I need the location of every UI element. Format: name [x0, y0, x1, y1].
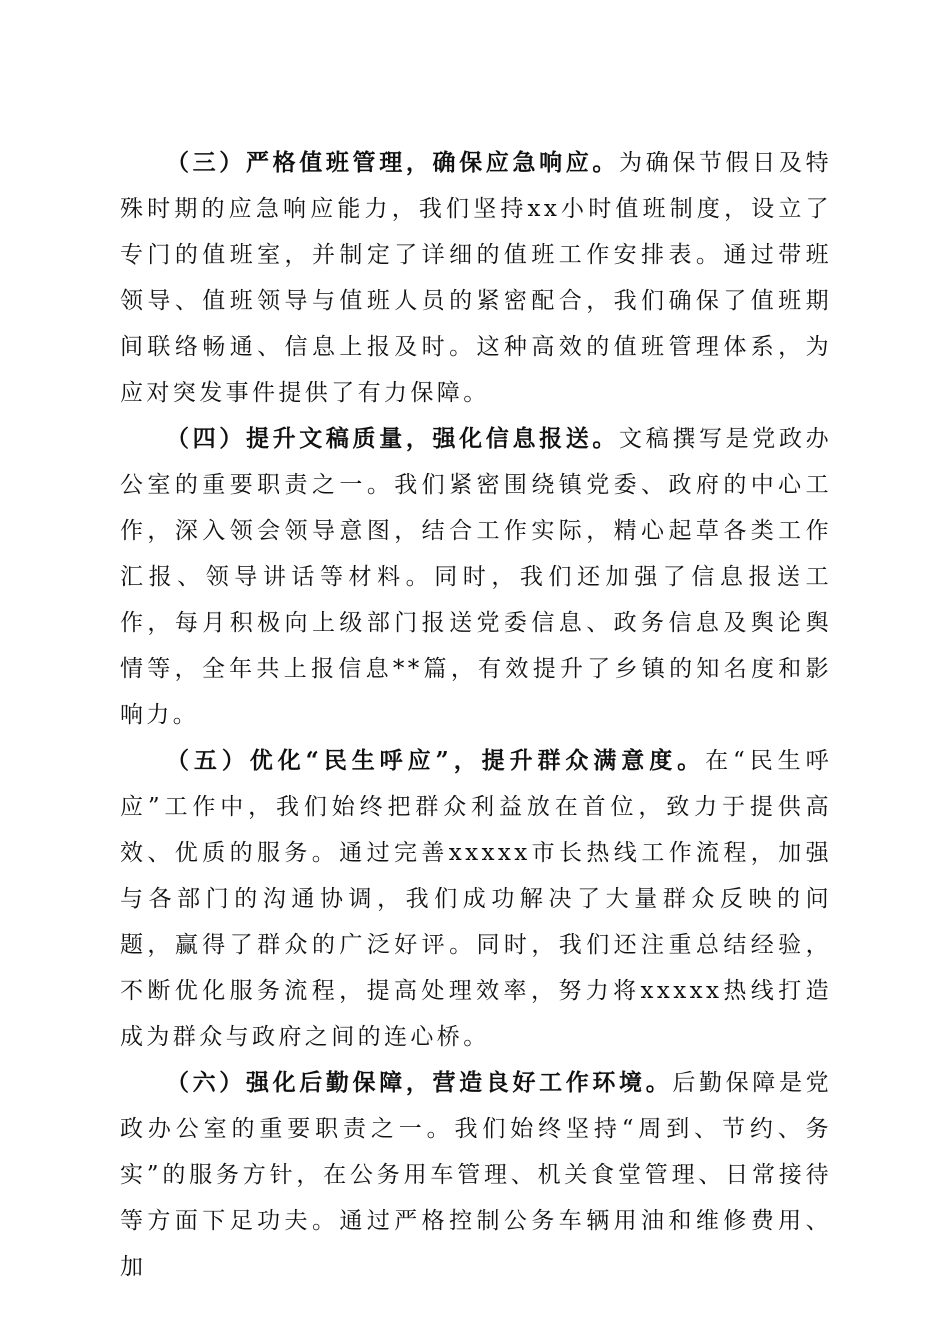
section-body: 后勤保障是党政办公室的重要职责之一。我们始终坚持“周到、节约、务实”的服务方针，在公务用车管理、机关食堂管理、日常接待等方面下足功夫。通过严格控制公务车辆用油和维修费用、加 [120, 1070, 832, 1280]
section-three [120, 140, 832, 416]
section-heading: （六）强化后勤保障，营造良好工作环境。 [166, 1069, 673, 1096]
section-heading: （三）严格值班管理，确保应急响应。 [166, 149, 620, 176]
section-six [120, 1060, 832, 1290]
section-body: 为确保节假日及特殊时期的应急响应能力，我们坚持xx小时值班制度，设立了专门的值班室，并制定了详细的值班工作安排表。通过带班领导、值班领导与值班人员的紧密配合，我们确保了值班期间联络畅通、信息上报及时。这种高效的值班管理体系，为应对突发事件提供了有力保障。 [120, 150, 832, 406]
section-heading: （四）提升文稿质量，强化信息报送。 [166, 425, 620, 452]
section-four [120, 416, 832, 738]
section-five [120, 738, 832, 1060]
section-body: 文稿撰写是党政办公室的重要职责之一。我们紧密围绕镇党委、政府的中心工作，深入领会领导意图，结合工作实际，精心起草各类工作汇报、领导讲话等材料。同时，我们还加强了信息报送工作，每月积极向上级部门报送党委信息、政务信息及舆论舆情等，全年共上报信息**篇，有效提升了乡镇的知名度和影响力。 [120, 426, 832, 728]
section-body: 在“民生呼应”工作中，我们始终把群众利益放在首位，致力于提供高效、优质的服务。通过完善xxxxx市长热线工作流程，加强与各部门的沟通协调，我们成功解决了大量群众反映的问题，赢得了群众的广泛好评。同时，我们还注重总结经验，不断优化服务流程，提高处理效率，努力将xxxxx热线打造成为群众与政府之间的连心桥。 [120, 748, 832, 1050]
section-heading: （五）优化“民生呼应”，提升群众满意度。 [166, 747, 706, 774]
document-page [120, 140, 832, 1290]
